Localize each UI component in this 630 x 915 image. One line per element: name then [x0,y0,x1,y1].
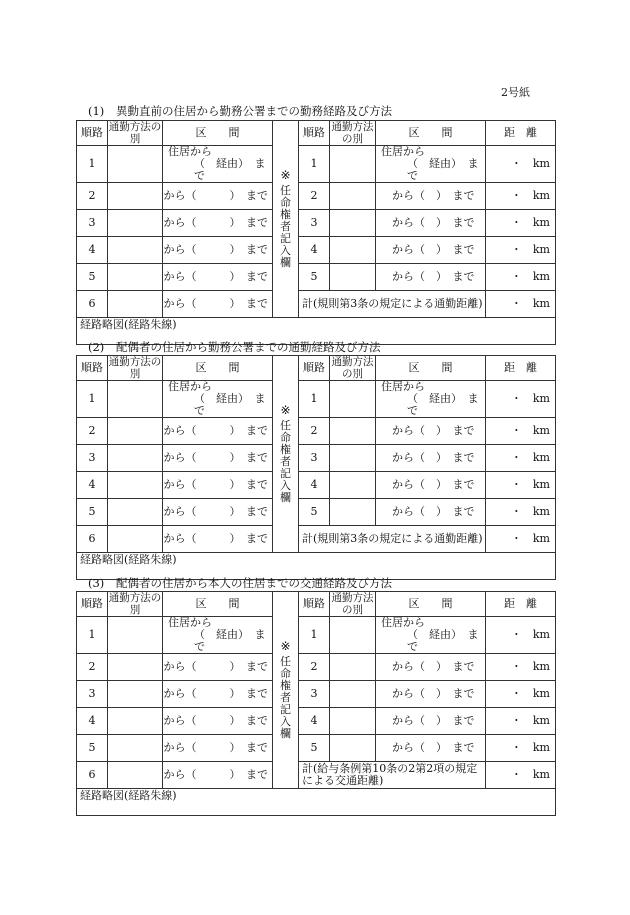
distance-cell[interactable]: ・ km [486,445,556,472]
distance-cell[interactable]: ・ km [486,708,556,735]
row-number-left: 1 [77,381,108,418]
method-cell-left[interactable] [108,654,163,681]
section-title [88,103,392,119]
distance-cell[interactable]: ・ km [486,146,556,183]
distance-cell[interactable]: ・ km [486,735,556,762]
table-row [77,291,556,318]
method-cell-left[interactable] [108,210,163,237]
header-section-left: 区 間 [163,592,273,617]
header-order-right: 順路 [299,121,330,146]
table-row [77,381,556,418]
method-cell-right[interactable] [330,681,376,708]
method-cell-right[interactable] [330,264,376,291]
table-row [77,445,556,472]
section-cell-left[interactable]: から（ ） まで [163,183,273,210]
method-cell-left[interactable] [108,381,163,418]
section-from-home: 住居から [381,616,425,629]
method-cell-right[interactable] [330,210,376,237]
distance-cell[interactable]: ・ km [486,418,556,445]
method-cell-left[interactable] [108,762,163,789]
section-cell-left[interactable] [163,617,273,654]
section-cell-left[interactable]: から（ ） まで [163,291,273,318]
appointer-column [273,592,299,789]
section-via: （ 経由） まで [194,628,266,653]
section-via: （ 経由） まで [407,628,479,653]
method-cell-right[interactable] [330,237,376,264]
row-number-left: 6 [77,291,108,318]
section-title [88,575,392,591]
table-row [77,237,556,264]
section-from-home: 住居から [168,145,212,158]
distance-cell[interactable]: ・ km [486,617,556,654]
header-method-right: 通勤方法の別 [331,592,374,616]
section-cell-right[interactable]: から（ ） まで [376,210,486,237]
route-table [76,120,556,345]
section-via: （ 経由） まで [407,392,479,417]
route-diagram-label: 経路略図(経路朱線) [80,553,177,566]
table-row [77,418,556,445]
section-cell-left[interactable]: から（ ） まで [163,418,273,445]
method-cell-left[interactable] [108,708,163,735]
section-cell-right[interactable]: から（ ） まで [376,681,486,708]
method-cell-right[interactable] [330,472,376,499]
header-section-right: 区 間 [376,592,486,617]
route-diagram-label: 経路略図(経路朱線) [80,318,177,331]
header-section-left: 区 間 [163,121,273,146]
distance-cell[interactable]: ・ km [486,183,556,210]
header-distance: 距 離 [486,592,556,617]
distance-cell[interactable]: ・ km [486,526,556,553]
row-number-left: 5 [77,499,108,526]
method-cell-left[interactable] [108,237,163,264]
section-cell-right[interactable] [376,381,486,418]
total-label: 計(規則第3条の規定による通勤距離) [299,291,486,318]
method-cell-left[interactable] [108,526,163,553]
table-row [77,526,556,553]
total-label: 計(規則第3条の規定による通勤距離) [299,526,486,553]
section-cell-left[interactable]: から（ ） まで [163,264,273,291]
method-cell-left[interactable] [108,472,163,499]
route-diagram-area[interactable] [77,789,556,816]
section-cell-right[interactable]: から（ ） まで [376,499,486,526]
header-section-right: 区 間 [376,356,486,381]
section-title-text: 配偶者の住居から本人の住居までの交通経路及び方法 [116,576,392,590]
section-cell-right[interactable]: から（ ） まで [376,735,486,762]
row-number-right: 4 [299,708,330,735]
table-row [77,681,556,708]
row-number-left: 5 [77,735,108,762]
header-method-left: 通勤方法の別 [108,121,162,145]
appointer-entry-label: 任 命 権 者 記 入 欄 [280,655,291,740]
table-row [77,499,556,526]
section-title-text: 配偶者の住居から勤務公署までの通勤経路及び方法 [116,340,381,354]
row-number-left: 3 [77,210,108,237]
header-section-right: 区 間 [376,121,486,146]
distance-cell[interactable]: ・ km [486,654,556,681]
method-cell-right[interactable] [330,617,376,654]
header-method-left: 通勤方法の別 [108,356,162,380]
row-number-left: 5 [77,264,108,291]
section-cell-left[interactable]: から（ ） まで [163,237,273,264]
header-order-left: 順路 [77,121,108,146]
section-via: （ 経由） まで [407,157,479,182]
reference-mark: ※ [280,168,291,182]
section-cell-right[interactable] [376,617,486,654]
method-cell-left[interactable] [108,735,163,762]
row-number-left: 3 [77,681,108,708]
section-cell-right[interactable]: から（ ） まで [376,418,486,445]
section-cell-left[interactable]: から（ ） まで [163,499,273,526]
row-number-left: 4 [77,237,108,264]
route-table [76,591,556,816]
row-number-left: 2 [77,654,108,681]
row-number-right: 5 [299,499,330,526]
table-row [77,762,556,789]
reference-mark: ※ [280,639,291,653]
section-from-home: 住居から [381,145,425,158]
header-method-left: 通勤方法の別 [108,592,162,616]
section-cell-left[interactable]: から（ ） まで [163,472,273,499]
method-cell-left[interactable] [108,146,163,183]
row-number-left: 2 [77,183,108,210]
section-cell-right[interactable]: から（ ） まで [376,472,486,499]
table-row [77,472,556,499]
row-number-right: 1 [299,146,330,183]
table-row [77,654,556,681]
section-cell-right[interactable] [376,146,486,183]
row-number-left: 6 [77,762,108,789]
section-number: (3) [88,576,105,590]
distance-cell[interactable]: ・ km [486,681,556,708]
method-cell-left[interactable] [108,617,163,654]
section-cell-right[interactable]: から（ ） まで [376,445,486,472]
row-number-left: 3 [77,445,108,472]
route-table [76,355,556,580]
section-cell-left[interactable]: から（ ） まで [163,210,273,237]
distance-cell[interactable]: ・ km [486,472,556,499]
method-cell-left[interactable] [108,264,163,291]
table-row [77,264,556,291]
section-from-home: 住居から [168,616,212,629]
row-number-right: 1 [299,381,330,418]
table-row [77,708,556,735]
row-number-left: 2 [77,418,108,445]
header-distance: 距 離 [486,356,556,381]
method-cell-left[interactable] [108,291,163,318]
method-cell-right[interactable] [330,654,376,681]
section-cell-right[interactable]: から（ ） まで [376,183,486,210]
header-distance: 距 離 [486,121,556,146]
distance-cell[interactable]: ・ km [486,210,556,237]
row-number-right: 2 [299,654,330,681]
section-cell-left[interactable]: から（ ） まで [163,654,273,681]
row-number-right: 3 [299,681,330,708]
row-number-right: 3 [299,445,330,472]
method-cell-left[interactable] [108,681,163,708]
section-number: (2) [88,340,105,354]
method-cell-right[interactable] [330,445,376,472]
distance-cell[interactable]: ・ km [486,499,556,526]
method-cell-right[interactable] [330,499,376,526]
section-cell-right[interactable]: から（ ） まで [376,654,486,681]
form-number: 2号紙 [501,86,530,99]
method-cell-right[interactable] [330,418,376,445]
header-order-right: 順路 [299,356,330,381]
section-cell-left[interactable]: から（ ） まで [163,445,273,472]
section-cell-left[interactable] [163,146,273,183]
section-cell-left[interactable]: から（ ） まで [163,762,273,789]
section-cell-left[interactable] [163,381,273,418]
row-number-left: 4 [77,708,108,735]
row-number-right: 3 [299,210,330,237]
method-cell-right[interactable] [330,381,376,418]
section-from-home: 住居から [381,380,425,393]
section-cell-right[interactable]: から（ ） まで [376,264,486,291]
row-number-right: 4 [299,237,330,264]
header-method-right: 通勤方法の別 [331,356,374,380]
method-cell-right[interactable] [330,183,376,210]
row-number-right: 1 [299,617,330,654]
reference-mark: ※ [280,403,291,417]
method-cell-left[interactable] [108,499,163,526]
appointer-entry-label: 任 命 権 者 記 入 欄 [280,419,291,504]
table-row [77,210,556,237]
section-cell-left[interactable]: から（ ） まで [163,526,273,553]
section-via: （ 経由） まで [194,157,266,182]
table-row [77,617,556,654]
row-number-left: 4 [77,472,108,499]
section-cell-right[interactable]: から（ ） まで [376,708,486,735]
method-cell-right[interactable] [330,146,376,183]
appointer-entry-label: 任 命 権 者 記 入 欄 [280,184,291,269]
method-cell-right[interactable] [330,735,376,762]
section-from-home: 住居から [168,380,212,393]
method-cell-right[interactable] [330,708,376,735]
route-diagram-label: 経路略図(経路朱線) [80,789,177,802]
total-label: 計(給与条例第10条の2第2項の規定による交通距離) [299,762,486,789]
distance-cell[interactable]: ・ km [486,291,556,318]
distance-cell[interactable]: ・ km [486,237,556,264]
appointer-column [273,356,299,553]
section-cell-left[interactable]: から（ ） まで [163,708,273,735]
header-order-right: 順路 [299,592,330,617]
row-number-left: 1 [77,146,108,183]
appointer-column [273,121,299,318]
distance-cell[interactable]: ・ km [486,762,556,789]
distance-cell[interactable]: ・ km [486,264,556,291]
row-number-right: 2 [299,183,330,210]
row-number-right: 5 [299,735,330,762]
section-cell-left[interactable]: から（ ） まで [163,681,273,708]
table-row [77,735,556,762]
row-number-right: 4 [299,472,330,499]
section-via: （ 経由） まで [194,392,266,417]
table-row [77,183,556,210]
method-cell-left[interactable] [108,418,163,445]
section-title [88,339,381,355]
header-method-right: 通勤方法の別 [331,121,374,145]
row-number-right: 5 [299,264,330,291]
row-number-right: 2 [299,418,330,445]
distance-cell[interactable]: ・ km [486,381,556,418]
method-cell-left[interactable] [108,183,163,210]
section-cell-left[interactable]: から（ ） まで [163,735,273,762]
section-title-text: 異動直前の住居から勤務公署までの勤務経路及び方法 [116,104,392,118]
method-cell-left[interactable] [108,445,163,472]
section-cell-right[interactable]: から（ ） まで [376,237,486,264]
header-section-left: 区 間 [163,356,273,381]
header-order-left: 順路 [77,356,108,381]
header-order-left: 順路 [77,592,108,617]
row-number-left: 6 [77,526,108,553]
section-number: (1) [88,104,105,118]
table-row [77,146,556,183]
row-number-left: 1 [77,617,108,654]
